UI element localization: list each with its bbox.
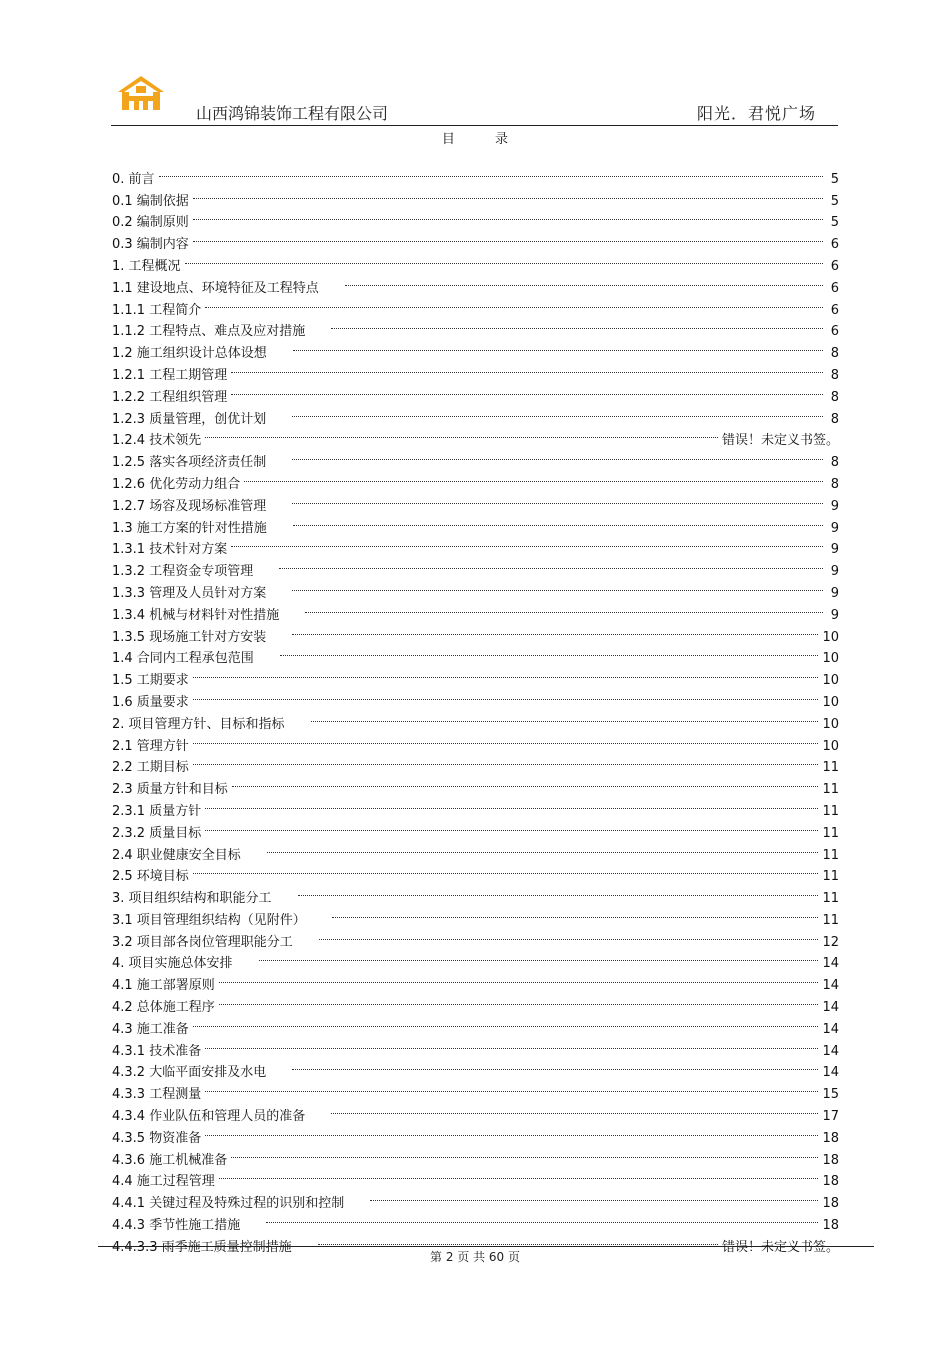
toc-leader-dots bbox=[231, 357, 823, 379]
toc-leader-dots bbox=[205, 423, 718, 445]
toc-entry-label: 1.6 质量要求 bbox=[112, 694, 189, 710]
toc-entry-page: 18 bbox=[822, 1130, 839, 1146]
toc-leader-dots bbox=[370, 1185, 818, 1207]
toc-entry-page: 11 bbox=[822, 782, 839, 798]
toc-leader-dots bbox=[292, 401, 823, 423]
toc-leader-dots bbox=[311, 706, 819, 728]
toc-leader-dots bbox=[205, 1120, 818, 1142]
toc-entry[interactable] bbox=[112, 183, 839, 209]
toc-entry-page: 11 bbox=[822, 869, 839, 885]
toc-entry[interactable] bbox=[112, 226, 839, 253]
footer-divider bbox=[98, 1246, 874, 1247]
toc-entry-label: 4.4.3 季节性施工措施 bbox=[112, 1218, 241, 1234]
toc-entry-label: 1. 工程概况 bbox=[112, 258, 181, 274]
toc-entry[interactable] bbox=[112, 1164, 839, 1190]
page-footer: 第 2 页 共 60 页 bbox=[430, 1250, 520, 1264]
toc-entry-label: 1.3 施工方案的针对性措施 bbox=[112, 520, 267, 536]
toc-entry[interactable] bbox=[112, 292, 839, 318]
toc-entry[interactable] bbox=[112, 1076, 839, 1103]
toc-leader-dots bbox=[319, 924, 819, 946]
toc-entry-label: 1.3.1 技术针对方案 bbox=[112, 542, 228, 558]
toc-entry[interactable] bbox=[112, 859, 839, 885]
toc-leader-dots bbox=[292, 619, 818, 641]
toc-entry-page: 8 bbox=[830, 367, 839, 383]
toc-entry-page: 错误！未定义书签。 bbox=[721, 433, 839, 449]
toc-leader-dots bbox=[292, 1055, 818, 1077]
toc-entry-page: 10 bbox=[822, 738, 839, 754]
toc-entry-page: 8 bbox=[830, 346, 839, 362]
company-name: 山西鸿锦装饰工程有限公司 bbox=[196, 104, 389, 123]
toc-entry-label: 2.2 工期目标 bbox=[112, 760, 189, 776]
toc-leader-dots bbox=[205, 1076, 818, 1098]
toc-entry[interactable] bbox=[112, 314, 839, 340]
toc-leader-dots bbox=[159, 161, 823, 183]
toc-entry[interactable] bbox=[112, 1120, 839, 1146]
toc-entry-label: 1.2.7 场容及现场标准管理 bbox=[112, 498, 267, 514]
toc-leader-dots bbox=[331, 314, 823, 336]
toc-entry-page: 6 bbox=[830, 302, 839, 318]
toc-entry-label: 1.3.2 工程资金专项管理 bbox=[112, 564, 254, 580]
toc-entry-label: 2.3.1 质量方针 bbox=[112, 803, 202, 819]
toc-leader-dots bbox=[292, 575, 823, 597]
toc-entry-page: 10 bbox=[822, 629, 839, 645]
toc-leader-dots bbox=[193, 728, 819, 750]
toc-entry-page: 18 bbox=[822, 1152, 839, 1168]
toc-leader-dots bbox=[280, 641, 819, 663]
toc-entry[interactable] bbox=[112, 248, 839, 274]
toc-entry-label: 1.3.3 管理及人员针对方案 bbox=[112, 585, 267, 601]
toc-entry-page: 11 bbox=[822, 803, 839, 819]
toc-entry-label: 0. 前言 bbox=[112, 171, 155, 187]
toc-leader-dots bbox=[345, 270, 823, 292]
toc-entry-page: 8 bbox=[830, 389, 839, 405]
toc-entry-page: 5 bbox=[830, 171, 839, 187]
toc-entry-label: 1.2.1 工程工期管理 bbox=[112, 367, 228, 383]
toc-entry-label: 0.1 编制依据 bbox=[112, 193, 189, 209]
toc-entry-page: 9 bbox=[830, 520, 839, 536]
toc-entry-label: 3.1 项目管理组织结构（见附件） bbox=[112, 912, 306, 928]
toc-entry-page: 14 bbox=[822, 1043, 839, 1059]
toc-entry-label: 4.3 施工准备 bbox=[112, 1021, 189, 1037]
toc-entry-page: 14 bbox=[822, 1000, 839, 1016]
toc-entry[interactable] bbox=[112, 728, 839, 754]
toc-entry[interactable] bbox=[112, 1033, 839, 1059]
toc-entry-label: 3.2 项目部各岗位管理职能分工 bbox=[112, 934, 293, 950]
toc-entry-label: 2.3.2 质量目标 bbox=[112, 825, 202, 841]
toc-entry-page: 18 bbox=[822, 1196, 839, 1212]
toc-leader-dots bbox=[279, 553, 823, 575]
toc-entry-label: 1.2.6 优化劳动力组合 bbox=[112, 476, 241, 492]
toc-leader-dots bbox=[219, 989, 819, 1011]
toc-leader-dots bbox=[193, 750, 819, 772]
toc-leader-dots bbox=[219, 967, 819, 989]
toc-entry-label: 1.2.5 落实各项经济责任制 bbox=[112, 455, 267, 471]
toc-entry[interactable] bbox=[112, 423, 839, 449]
toc-entry[interactable] bbox=[112, 205, 839, 231]
toc-leader-dots bbox=[259, 946, 819, 968]
toc-entry-label: 4. 项目实施总体安排 bbox=[112, 956, 233, 972]
toc-entry-page: 11 bbox=[822, 825, 839, 841]
toc-entry-label: 4.3.1 技术准备 bbox=[112, 1043, 202, 1059]
toc-entry-label: 4.4 施工过程管理 bbox=[112, 1174, 215, 1190]
toc-leader-dots bbox=[305, 597, 823, 619]
toc-entry-label: 4.1 施工部署原则 bbox=[112, 978, 215, 994]
toc-leader-dots bbox=[292, 488, 823, 510]
toc-leader-dots bbox=[231, 1142, 818, 1164]
toc-entry-label: 4.2 总体施工程序 bbox=[112, 1000, 215, 1016]
toc-entry[interactable] bbox=[112, 880, 839, 907]
toc-entry-label: 1.1.1 工程简介 bbox=[112, 302, 202, 318]
toc-entry-label: 4.3.6 施工机械准备 bbox=[112, 1152, 228, 1168]
toc-leader-dots bbox=[244, 466, 823, 488]
toc-entry-page: 11 bbox=[822, 760, 839, 776]
toc-leader-dots bbox=[219, 1164, 819, 1186]
toc-entry-page: 14 bbox=[822, 1021, 839, 1037]
toc-leader-dots bbox=[232, 771, 819, 793]
toc-entry[interactable] bbox=[112, 750, 839, 776]
toc-entry[interactable] bbox=[112, 837, 839, 863]
toc-leader-dots bbox=[193, 183, 823, 205]
company-logo bbox=[114, 74, 168, 112]
toc-entry[interactable] bbox=[112, 1185, 839, 1212]
table-of-contents bbox=[112, 161, 839, 1255]
toc-entry-page: 8 bbox=[830, 455, 839, 471]
toc-leader-dots bbox=[193, 205, 823, 227]
toc-leader-dots bbox=[185, 248, 823, 270]
toc-entry-label: 4.3.3 工程测量 bbox=[112, 1087, 202, 1103]
toc-leader-dots bbox=[205, 793, 818, 815]
toc-entry[interactable] bbox=[112, 161, 839, 187]
toc-entry[interactable] bbox=[112, 684, 839, 710]
toc-leader-dots bbox=[298, 880, 819, 902]
toc-entry[interactable] bbox=[112, 1055, 839, 1081]
toc-entry-page: 11 bbox=[822, 912, 839, 928]
toc-entry-label: 1.3.4 机械与材料针对性措施 bbox=[112, 607, 280, 623]
toc-entry-page: 15 bbox=[822, 1087, 839, 1103]
toc-entry[interactable] bbox=[112, 444, 839, 471]
toc-entry-label: 1.3.5 现场施工针对方安装 bbox=[112, 629, 267, 645]
toc-entry-label: 2.3 质量方针和目标 bbox=[112, 782, 228, 798]
toc-entry-page: 8 bbox=[830, 411, 839, 427]
toc-entry-label: 2.5 环境目标 bbox=[112, 869, 189, 885]
toc-entry-page: 6 bbox=[830, 324, 839, 340]
toc-entry-page: 8 bbox=[830, 476, 839, 492]
toc-entry[interactable] bbox=[112, 1011, 839, 1037]
toc-entry-label: 4.4.3.3 雨季施工质量控制措施 bbox=[112, 1239, 292, 1255]
toc-leader-dots bbox=[332, 902, 819, 924]
toc-entry-page: 17 bbox=[822, 1109, 839, 1125]
toc-entry-page: 9 bbox=[830, 542, 839, 558]
toc-leader-dots bbox=[331, 1098, 818, 1120]
toc-entry-page: 10 bbox=[822, 716, 839, 732]
toc-entry-label: 1.2.4 技术领先 bbox=[112, 433, 202, 449]
toc-entry-label: 1.2.3 质量管理，创优计划 bbox=[112, 411, 267, 427]
toc-entry[interactable] bbox=[112, 706, 839, 732]
toc-leader-dots bbox=[292, 444, 823, 466]
toc-entry-label: 2.1 管理方针 bbox=[112, 738, 189, 754]
toc-entry-page: 6 bbox=[830, 280, 839, 296]
toc-entry-page: 9 bbox=[830, 498, 839, 514]
toc-entry-page: 18 bbox=[822, 1218, 839, 1234]
toc-entry-label: 1.1.2 工程特点、难点及应对措施 bbox=[112, 324, 306, 340]
toc-entry[interactable] bbox=[112, 989, 839, 1016]
toc-entry-page: 5 bbox=[830, 215, 839, 231]
toc-leader-dots bbox=[205, 815, 818, 837]
toc-title: 目 录 bbox=[441, 132, 527, 147]
toc-entry-label: 1.4 合同内工程承包范围 bbox=[112, 651, 254, 667]
toc-entry-page: 14 bbox=[822, 978, 839, 994]
toc-entry-page: 10 bbox=[822, 694, 839, 710]
toc-entry-page: 18 bbox=[822, 1174, 839, 1190]
toc-entry-label: 1.5 工期要求 bbox=[112, 673, 189, 689]
toc-entry-label: 4.3.5 物资准备 bbox=[112, 1130, 202, 1146]
toc-entry[interactable] bbox=[112, 793, 839, 819]
toc-leader-dots bbox=[231, 532, 823, 554]
toc-entry[interactable] bbox=[112, 1142, 839, 1168]
toc-entry-page: 11 bbox=[822, 847, 839, 863]
toc-entry-page: 6 bbox=[830, 258, 839, 274]
toc-leader-dots bbox=[205, 1033, 818, 1055]
toc-leader-dots bbox=[293, 335, 823, 357]
toc-leader-dots bbox=[231, 379, 823, 401]
toc-leader-dots bbox=[193, 859, 819, 881]
toc-entry-page: 11 bbox=[822, 891, 839, 907]
toc-entry-label: 1.1 建设地点、环境特征及工程特点 bbox=[112, 280, 319, 296]
toc-entry-label: 1.2 施工组织设计总体设想 bbox=[112, 346, 267, 362]
toc-entry[interactable] bbox=[112, 967, 839, 994]
toc-leader-dots bbox=[205, 292, 823, 314]
header-divider bbox=[111, 125, 838, 126]
toc-entry[interactable] bbox=[112, 270, 839, 296]
toc-leader-dots bbox=[193, 684, 819, 706]
toc-entry-page: 14 bbox=[822, 956, 839, 972]
toc-entry-page: 9 bbox=[830, 607, 839, 623]
toc-entry[interactable] bbox=[112, 815, 839, 841]
toc-entry-label: 2. 项目管理方针、目标和指标 bbox=[112, 716, 285, 732]
toc-entry-page: 9 bbox=[830, 564, 839, 580]
toc-entry-page: 10 bbox=[822, 673, 839, 689]
project-name: 阳光．君悦广场 bbox=[696, 104, 816, 123]
toc-entry-page: 错误！未定义书签。 bbox=[721, 1239, 839, 1255]
toc-entry-page: 14 bbox=[822, 1065, 839, 1081]
toc-leader-dots bbox=[293, 510, 823, 532]
toc-leader-dots bbox=[266, 1207, 818, 1229]
toc-entry-label: 4.4.1 关键过程及特殊过程的识别和控制 bbox=[112, 1196, 345, 1212]
toc-leader-dots bbox=[193, 1011, 819, 1033]
toc-entry-page: 6 bbox=[830, 237, 839, 253]
toc-entry[interactable] bbox=[112, 662, 839, 689]
toc-entry[interactable] bbox=[112, 1098, 839, 1125]
toc-entry-page: 12 bbox=[822, 934, 839, 950]
toc-entry-label: 2.4 职业健康安全目标 bbox=[112, 847, 241, 863]
toc-entry-label: 1.2.2 工程组织管理 bbox=[112, 389, 228, 405]
toc-leader-dots bbox=[193, 226, 823, 248]
toc-entry-label: 0.2 编制原则 bbox=[112, 215, 189, 231]
toc-entry-label: 3. 项目组织结构和职能分工 bbox=[112, 891, 272, 907]
toc-entry-page: 10 bbox=[822, 651, 839, 667]
toc-entry-label: 4.3.4 作业队伍和管理人员的准备 bbox=[112, 1109, 306, 1125]
toc-entry-label: 4.3.2 大临平面安排及水电 bbox=[112, 1065, 267, 1081]
toc-leader-dots bbox=[267, 837, 819, 859]
toc-entry-page: 9 bbox=[830, 585, 839, 601]
toc-leader-dots bbox=[193, 662, 819, 684]
toc-entry[interactable] bbox=[112, 771, 839, 798]
toc-entry-page: 5 bbox=[830, 193, 839, 209]
toc-entry-label: 0.3 编制内容 bbox=[112, 237, 189, 253]
